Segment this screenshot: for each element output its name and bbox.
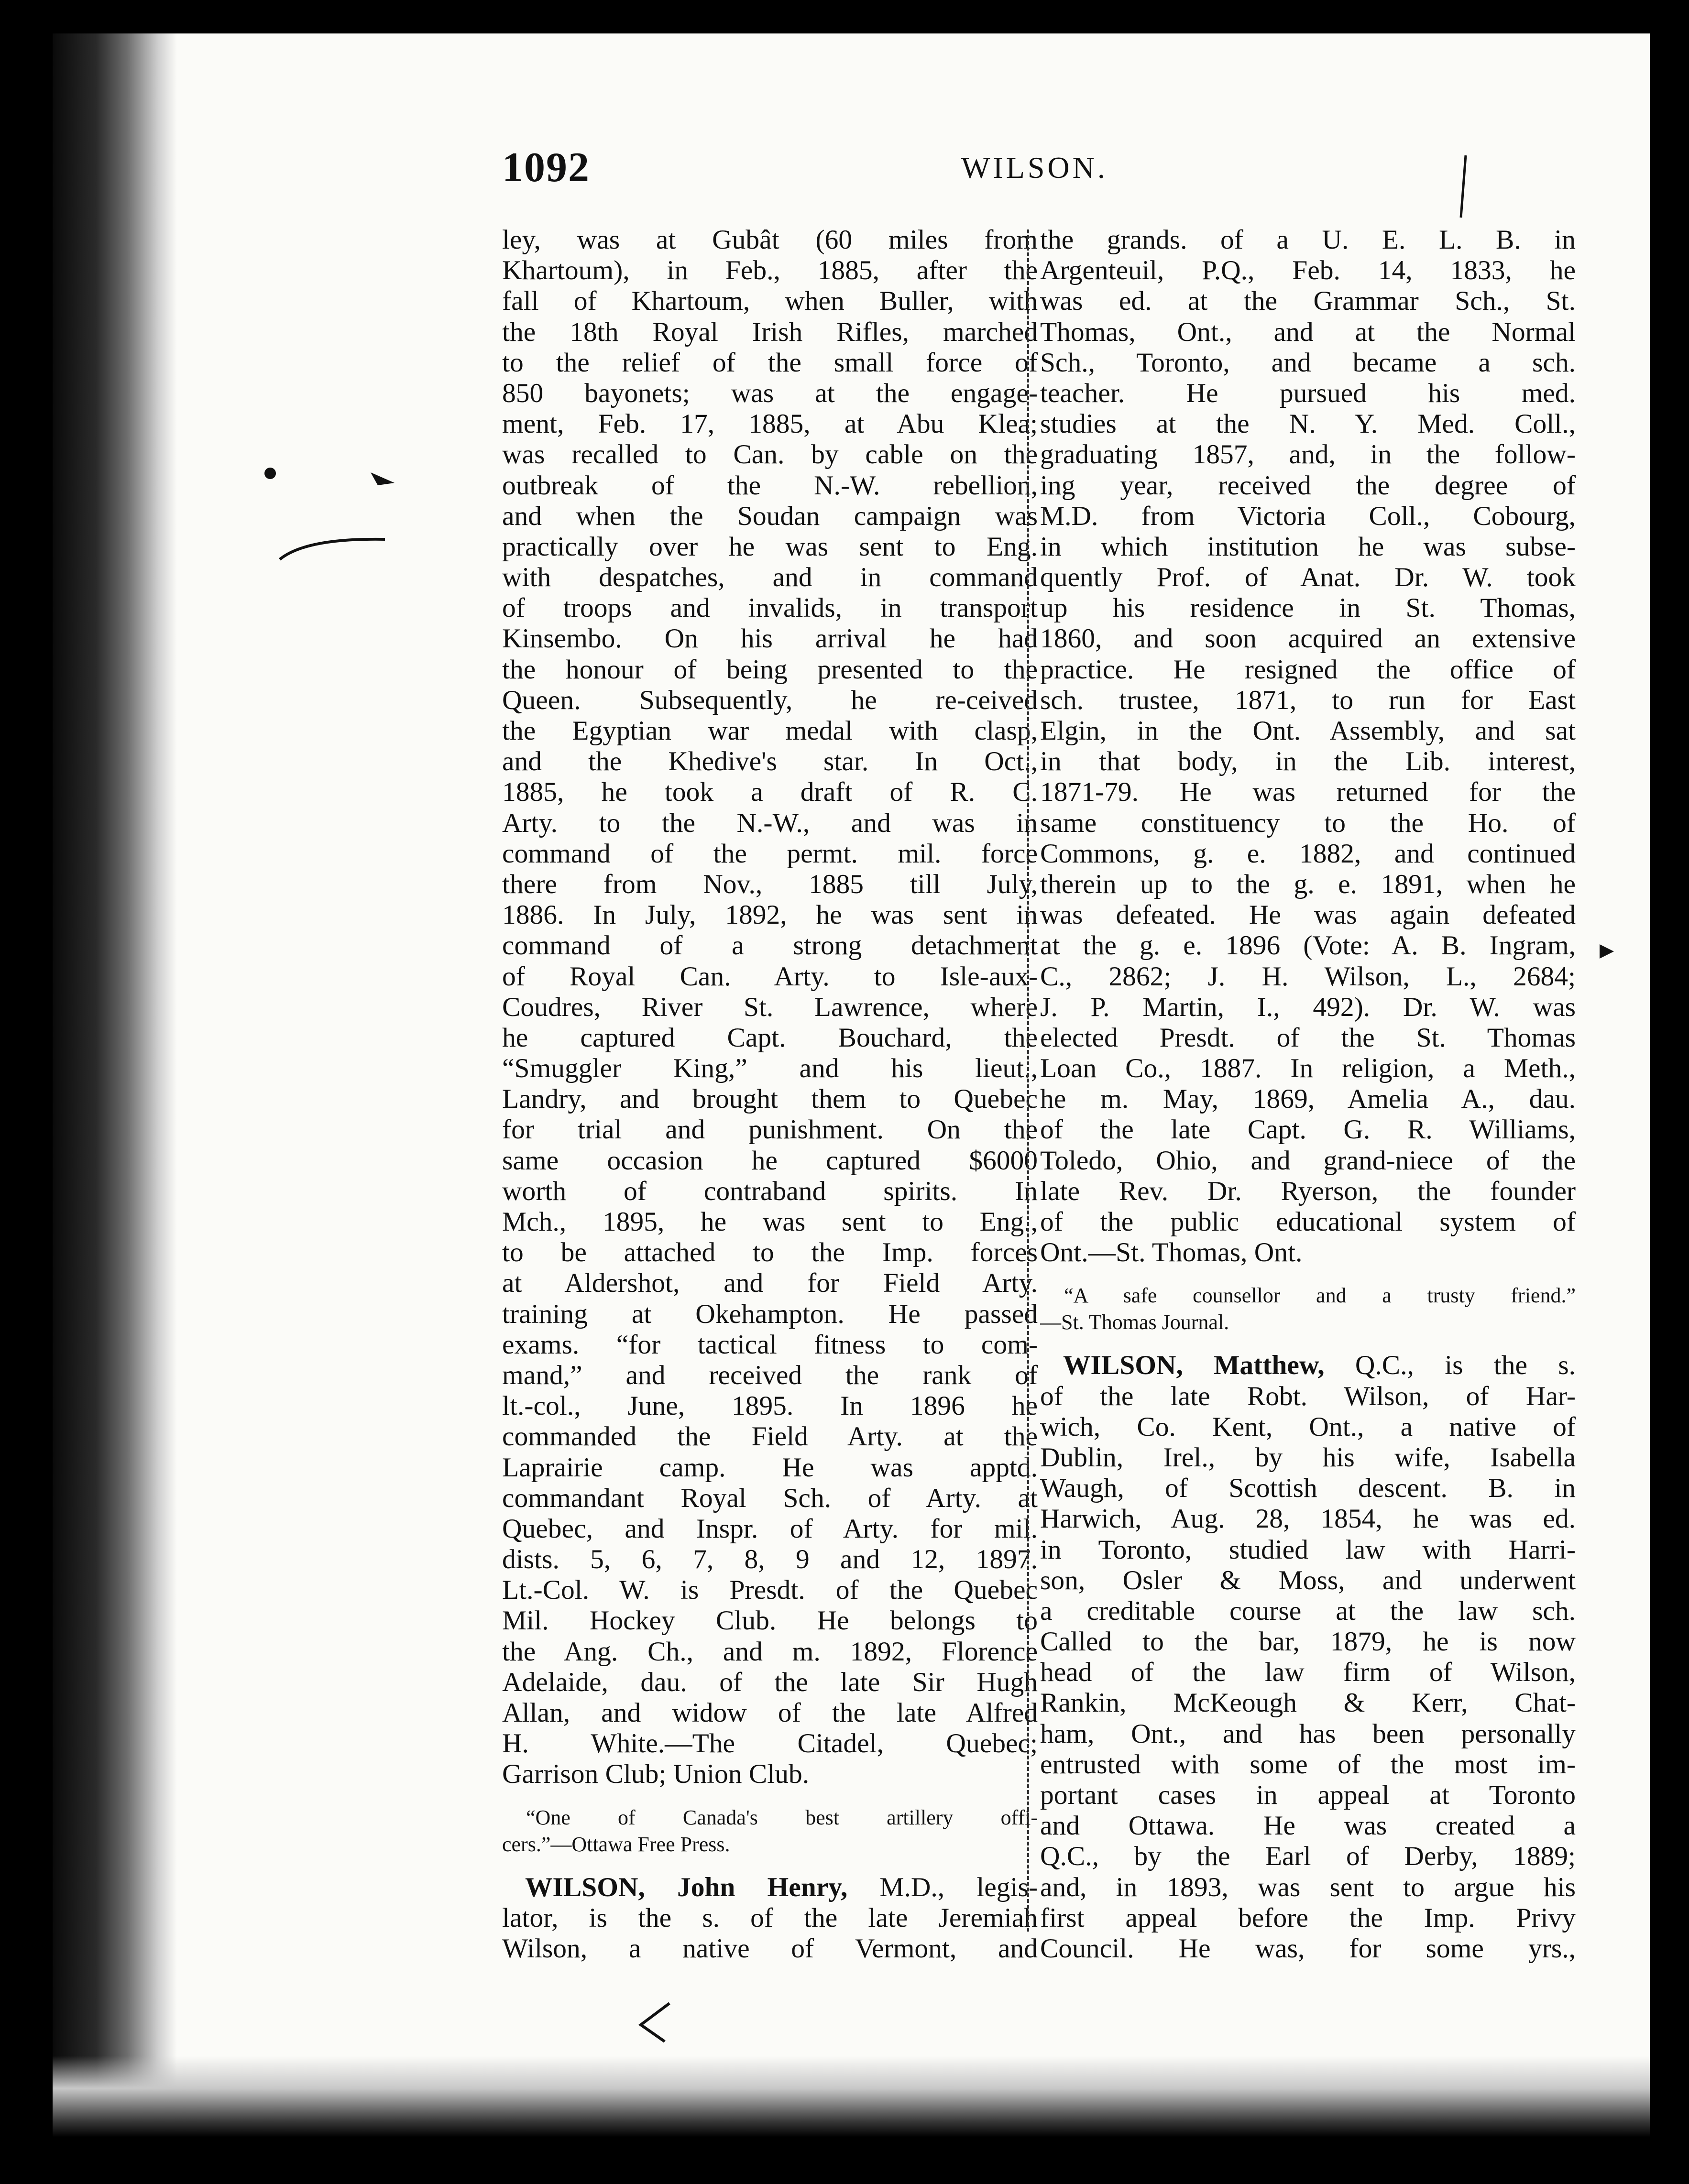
text-line: command of a strong detachment xyxy=(502,930,1038,961)
text-line: Wilson, a native of Vermont, and xyxy=(502,1933,1038,1964)
text-line: ing year, received the degree of xyxy=(1040,470,1576,501)
text-line: was defeated. He was again defeated xyxy=(1040,900,1576,930)
spacer xyxy=(502,1858,1038,1872)
text-line: Loan Co., 1887. In religion, a Meth., xyxy=(1040,1053,1576,1084)
text-line: Called to the bar, 1879, he is now xyxy=(1040,1627,1576,1657)
text-line: teacher. He pursued his med. xyxy=(1040,378,1576,408)
entry-name: WILSON, Matthew, xyxy=(1063,1350,1325,1381)
text-line: of troops and invalids, in transport xyxy=(502,593,1038,623)
text-line: C., 2862; J. H. Wilson, L., 2684; xyxy=(1040,961,1576,992)
text-line: of the late Robt. Wilson, of Har- xyxy=(1040,1381,1576,1411)
text-line: Toledo, Ohio, and grand-niece of the xyxy=(1040,1145,1576,1176)
text-line: Khartoum), in Feb., 1885, after the xyxy=(502,255,1038,286)
stray-scan-mark xyxy=(258,464,282,483)
text-line: was ed. at the Grammar Sch., St. xyxy=(1040,286,1576,317)
text-line: the honour of being presented to the xyxy=(502,654,1038,685)
entry-heading-line xyxy=(1040,1350,1576,1381)
text-line: practice. He resigned the office of xyxy=(1040,654,1576,685)
text-line: portant cases in appeal at Toronto xyxy=(1040,1780,1576,1810)
text-line: command of the permt. mil. force xyxy=(502,838,1038,869)
text-line: Arty. to the N.-W., and was in xyxy=(502,808,1038,838)
text-line: Q.C., by the Earl of Derby, 1889; xyxy=(1040,1841,1576,1872)
text-line: 850 bayonets; was at the engage- xyxy=(502,378,1038,408)
text-line: was recalled to Can. by cable on the xyxy=(502,439,1038,470)
text-line: Landry, and brought them to Quebec xyxy=(502,1084,1038,1114)
text-line: graduating 1857, and, in the follow- xyxy=(1040,439,1576,470)
text-line: Allan, and widow of the late Alfred xyxy=(502,1698,1038,1728)
text-line: ham, Ont., and has been personally xyxy=(1040,1718,1576,1749)
text-line: sch. trustee, 1871, to run for East xyxy=(1040,685,1576,715)
text-line: Argenteuil, P.Q., Feb. 14, 1833, he xyxy=(1040,255,1576,286)
text-line: lt.-col., June, 1895. In 1896 he xyxy=(502,1391,1038,1421)
text-line: at the g. e. 1896 (Vote: A. B. Ingram, xyxy=(1040,930,1576,961)
text-line: Harwich, Aug. 28, 1854, he was ed. xyxy=(1040,1504,1576,1534)
text-line: elected Presdt. of the St. Thomas xyxy=(1040,1022,1576,1053)
text-line: and Ottawa. He was created a xyxy=(1040,1811,1576,1841)
text-line: at Aldershot, and for Field Arty. xyxy=(502,1268,1038,1299)
text-line: of the public educational system of xyxy=(1040,1207,1576,1237)
left-text-column xyxy=(502,225,1038,1964)
column-divider xyxy=(1027,229,1029,1932)
text-line: a creditable course at the law sch. xyxy=(1040,1595,1576,1626)
text-line: in which institution he was subse- xyxy=(1040,531,1576,562)
text-line: Coudres, River St. Lawrence, where xyxy=(502,992,1038,1022)
binding-shadow xyxy=(53,33,177,2137)
text-line: M.D. from Victoria Coll., Cobourg, xyxy=(1040,501,1576,531)
text-line: cers.”—Ottawa Free Press. xyxy=(502,1832,730,1856)
text-line: in Toronto, studied law with Harri- xyxy=(1040,1534,1576,1565)
text-line: for trial and punishment. On the xyxy=(502,1114,1038,1145)
text-line: Rankin, McKeough & Kerr, Chat- xyxy=(1040,1688,1576,1718)
text-line: and when the Soudan campaign was xyxy=(502,501,1038,531)
text-line: “Smuggler King,” and his lieut., xyxy=(502,1053,1038,1084)
text-line: Lt.-Col. W. is Presdt. of the Quebec xyxy=(502,1575,1038,1605)
text-line: training at Okehampton. He passed xyxy=(502,1299,1038,1329)
text-line: there from Nov., 1885 till July, xyxy=(502,869,1038,899)
text-line: Mch., 1895, he was sent to Eng., xyxy=(502,1207,1038,1237)
text-line: fall of Khartoum, when Buller, with xyxy=(502,286,1038,317)
running-title: WILSON. xyxy=(961,151,1108,185)
text-line: Waugh, of Scottish descent. B. in xyxy=(1040,1473,1576,1504)
entry-text: M.D., legis- xyxy=(847,1872,1038,1902)
text-line: entrusted with some of the most im- xyxy=(1040,1749,1576,1780)
text-line: Commons, g. e. 1882, and continued xyxy=(1040,838,1576,869)
text-line: up his residence in St. Thomas, xyxy=(1040,593,1576,623)
text-line: H. White.—The Citadel, Quebec; xyxy=(502,1728,1038,1759)
text-line: Dublin, Irel., by his wife, Isabella xyxy=(1040,1442,1576,1473)
text-line: Kinsembo. On his arrival he had xyxy=(502,623,1038,654)
text-line: he captured Capt. Bouchard, the xyxy=(502,1022,1038,1053)
spacer xyxy=(1040,1268,1576,1282)
text-line: outbreak of the N.-W. rebellion, xyxy=(502,470,1038,501)
text-line: and, in 1893, was sent to argue his xyxy=(1040,1872,1576,1902)
text-line: Elgin, in the Ont. Assembly, and sat xyxy=(1040,716,1576,746)
text-line: head of the law firm of Wilson, xyxy=(1040,1657,1576,1688)
text-line: wich, Co. Kent, Ont., a native of xyxy=(1040,1411,1576,1442)
spacer xyxy=(1040,1336,1576,1350)
text-line: Garrison Club; Union Club. xyxy=(502,1759,810,1790)
text-line: Quebec, and Inspr. of Arty. for mil. xyxy=(502,1513,1038,1544)
text-line: late Rev. Dr. Ryerson, the founder xyxy=(1040,1176,1576,1206)
text-line: dists. 5, 6, 7, 8, 9 and 12, 1897. xyxy=(502,1544,1038,1575)
text-line: 1886. In July, 1892, he was sent in xyxy=(502,900,1038,930)
text-line: mand,” and received the rank of xyxy=(502,1360,1038,1390)
stray-scan-mark xyxy=(277,535,387,564)
text-line: of the late Capt. G. R. Williams, xyxy=(1040,1114,1576,1145)
page-header xyxy=(502,143,1545,196)
stray-scan-mark xyxy=(1454,153,1473,220)
text-line: 1871-79. He was returned for the xyxy=(1040,777,1576,808)
text-line: ley, was at Gubât (60 miles from xyxy=(502,225,1038,255)
stray-scan-mark xyxy=(1597,942,1616,961)
text-line: Queen. Subsequently, he re-ceived xyxy=(502,685,1038,715)
text-line: Mil. Hockey Club. He belongs to xyxy=(502,1605,1038,1636)
stray-scan-mark xyxy=(636,1998,674,2046)
text-line: with despatches, and in command xyxy=(502,562,1038,593)
text-line: commanded the Field Arty. at the xyxy=(502,1421,1038,1452)
page-number: 1092 xyxy=(502,144,590,191)
text-line: lator, is the s. of the late Jeremiah xyxy=(502,1902,1038,1933)
text-line: “One of Canada's best artillery offi- xyxy=(526,1805,1038,1829)
entry-name: WILSON, John Henry, xyxy=(525,1872,848,1902)
text-line: in that body, in the Lib. interest, xyxy=(1040,746,1576,777)
text-line: therein up to the g. e. 1891, when he xyxy=(1040,869,1576,899)
spacer xyxy=(502,1790,1038,1804)
text-line: to the relief of the small force of xyxy=(502,347,1038,378)
text-line: the grands. of a U. E. L. B. in xyxy=(1040,225,1576,255)
text-line: the 18th Royal Irish Rifles, marched xyxy=(502,317,1038,347)
text-line: same constituency to the Ho. of xyxy=(1040,808,1576,838)
entry-heading-line xyxy=(502,1872,1038,1903)
text-line: Sch., Toronto, and became a sch. xyxy=(1040,347,1576,378)
text-line: to be attached to the Imp. forces xyxy=(502,1237,1038,1268)
entry-text: Q.C., is the s. xyxy=(1324,1350,1576,1381)
text-line: 1885, he took a draft of R. C. xyxy=(502,777,1038,808)
text-line: Council. He was, for some yrs., xyxy=(1040,1933,1576,1964)
text-line: of Royal Can. Arty. to Isle-aux- xyxy=(502,961,1038,992)
text-line: son, Osler & Moss, and underwent xyxy=(1040,1565,1576,1595)
text-line: the Egyptian war medal with clasp, xyxy=(502,716,1038,746)
text-line: Adelaide, dau. of the late Sir Hugh xyxy=(502,1667,1038,1697)
bottom-edge-shadow xyxy=(53,2056,1650,2137)
text-line: —St. Thomas Journal. xyxy=(1040,1310,1229,1334)
text-line: the Ang. Ch., and m. 1892, Florence xyxy=(502,1636,1038,1667)
text-line: and the Khedive's star. In Oct., xyxy=(502,746,1038,777)
text-line: “A safe counsellor and a trusty friend.” xyxy=(1064,1284,1576,1308)
text-line: Laprairie camp. He was apptd. xyxy=(502,1452,1038,1483)
text-line: J. P. Martin, I., 492). Dr. W. was xyxy=(1040,992,1576,1022)
stray-scan-mark xyxy=(368,469,397,488)
text-line: practically over he was sent to Eng. xyxy=(502,531,1038,562)
text-line: Thomas, Ont., and at the Normal xyxy=(1040,317,1576,347)
text-line: same occasion he captured $6000 xyxy=(502,1145,1038,1176)
text-line: studies at the N. Y. Med. Coll., xyxy=(1040,409,1576,439)
text-line: quently Prof. of Anat. Dr. W. took xyxy=(1040,562,1576,593)
text-line: Ont.—St. Thomas, Ont. xyxy=(1040,1237,1303,1268)
text-line: commandant Royal Sch. of Arty. at xyxy=(502,1483,1038,1513)
text-line: 1860, and soon acquired an extensive xyxy=(1040,623,1576,654)
text-line: ment, Feb. 17, 1885, at Abu Klea; xyxy=(502,409,1038,439)
text-line: exams. “for tactical fitness to com- xyxy=(502,1329,1038,1360)
right-text-column xyxy=(1040,225,1576,1964)
text-line: first appeal before the Imp. Privy xyxy=(1040,1902,1576,1933)
text-line: worth of contraband spirits. In xyxy=(502,1176,1038,1206)
text-line: he m. May, 1869, Amelia A., dau. xyxy=(1040,1084,1576,1114)
